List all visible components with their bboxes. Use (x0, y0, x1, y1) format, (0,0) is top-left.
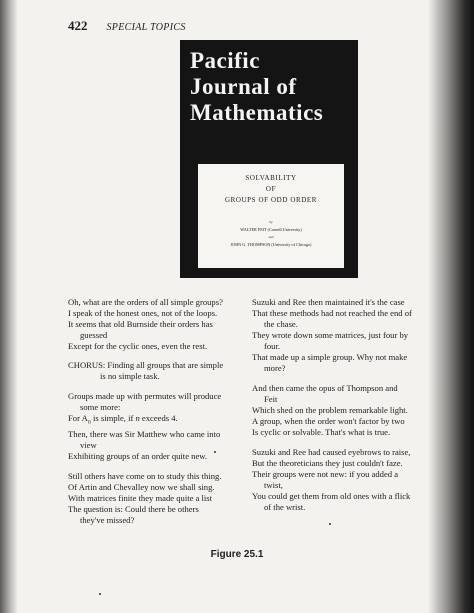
article-title-line: GROUPS OF ODD ORDER (224, 196, 318, 204)
verse-line: twist, (264, 480, 283, 490)
verse-text: is simple, if (90, 413, 136, 423)
variable-n: n (135, 413, 140, 423)
verse-line: They wrote down some matrices, just four by (252, 330, 409, 340)
article-title-line: SOLVABILITY (245, 174, 297, 182)
verse-line: Of Artin and Chevalley now we shall sing. (68, 481, 215, 492)
chorus-line: is no simple task. (100, 371, 160, 381)
verse-line-alternating-group (68, 413, 248, 429)
verse-line: four. (264, 341, 280, 351)
journal-title-line: Pacific (190, 48, 260, 73)
verse-line: Still others have come on to study this thing. (68, 470, 222, 481)
journal-cover-image (180, 40, 358, 278)
verse-line: Oh, what are the orders of all simple groups? (68, 297, 223, 307)
figure-caption: Figure 25.1 (210, 549, 264, 560)
verse-line: Their groups were not new: if you added a (252, 469, 399, 479)
verse-line: Suzuki and Ree then maintained it's the case (252, 297, 405, 307)
verse-line: Groups made up with permutes will produce (68, 391, 222, 401)
verse-line: Suzuki and Ree had caused eyebrows to raise, (252, 447, 411, 457)
verse-line: That made up a simple group. Why not make (252, 352, 408, 362)
verse-line: It seems that old Burnside their orders has (68, 319, 213, 329)
verse-line: With matrices finite they made quite a list (68, 492, 213, 503)
journal-title-line: Mathematics (190, 100, 324, 125)
article-title-line: OF (265, 185, 277, 193)
verse-line: The question is: Could there be others (68, 503, 199, 514)
verse-line: Exhibiting groups of an order quite new. (68, 450, 208, 461)
verse-line: A group, when the order won't factor by two (252, 416, 405, 426)
verse-text: exceeds 4. (139, 413, 178, 423)
verse-line: more? (264, 363, 286, 373)
page-header (68, 18, 186, 34)
verse-line: some more: (80, 402, 121, 412)
journal-title (190, 48, 323, 126)
page-number: 422 (68, 18, 88, 33)
chorus-line: CHORUS: Finding all groups that are simple (68, 360, 224, 370)
verse-line: Then, there was Sir Matthew who came into (68, 428, 221, 439)
print-speck (214, 451, 216, 453)
verse-line: That these methods had not reached the end of (252, 308, 412, 318)
verse-line: Is cyclic or solvable. That's what is true. (252, 427, 391, 437)
poem-left-column (68, 297, 248, 526)
verse-line: Except for the cyclic ones, even the rest. (68, 341, 208, 351)
verse-line: Feit (264, 394, 278, 404)
print-speck (329, 523, 331, 525)
cover-by: by (269, 220, 273, 224)
verse-line: of the wrist. (264, 502, 306, 512)
verse-line: You could get them from old ones with a flick (252, 491, 411, 501)
page-edge-shadow-left (0, 0, 18, 613)
subscript-n: n (87, 419, 91, 426)
page-edge-shadow-right (428, 0, 474, 613)
verse-text: For A (68, 413, 88, 423)
verse-line: And then came the opus of Thompson and (252, 383, 398, 393)
author-feit: WALTER FEIT (Cornell University) (240, 227, 302, 232)
cover-title-panel (198, 164, 344, 268)
verse-line: the chase. (264, 319, 298, 329)
verse-line: I speak of the honest ones, not of the loops. (68, 308, 218, 318)
verse-line: Which shed on the problem remarkable light. (252, 405, 408, 415)
verse-line: guessed (80, 330, 108, 340)
poem-right-column (252, 297, 424, 513)
cover-and: and (268, 235, 274, 239)
author-thompson: JOHN G. THOMPSON (University of Chicago) (230, 242, 312, 247)
journal-title-line: Journal of (190, 74, 297, 99)
verse-line: they've missed? (80, 514, 135, 525)
running-head: SPECIAL TOPICS (106, 22, 186, 33)
verse-line: view (80, 439, 97, 450)
verse-line: But the theoreticians they just couldn't faze. (252, 458, 403, 468)
print-speck (99, 593, 101, 595)
